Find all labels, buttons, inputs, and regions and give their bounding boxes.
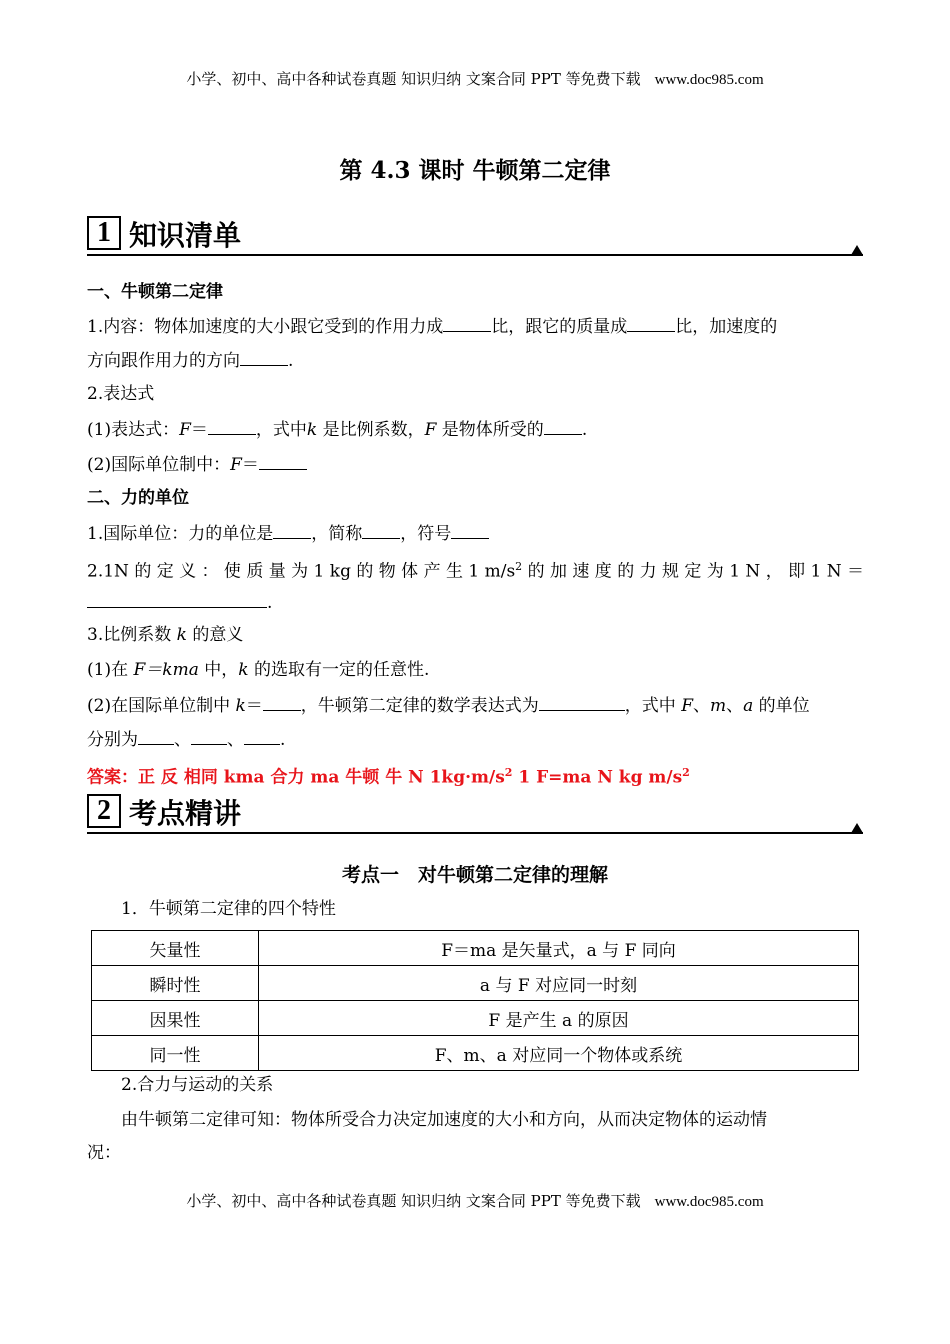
text: ，牛顿第二定律的数学表达式为 bbox=[300, 696, 539, 716]
text: 2.1N 的 定 义 ： 使 质 量 为 1 kg 的 物 体 产 生 1 m/s bbox=[87, 561, 516, 582]
text: 1.内容：物体加速度的大小跟它受到的作用力成 bbox=[87, 317, 444, 337]
section-number-badge: 1 bbox=[87, 216, 121, 250]
var-k: k bbox=[306, 420, 318, 440]
section-rule bbox=[87, 832, 863, 834]
text: ＝ bbox=[241, 455, 259, 475]
section-header-key-points bbox=[87, 792, 863, 834]
fill-blank[interactable] bbox=[87, 589, 267, 608]
table-cell: F、m、a 对应同一个物体或系统 bbox=[259, 1036, 859, 1071]
var-k: k bbox=[238, 660, 249, 680]
fill-blank[interactable] bbox=[362, 520, 400, 539]
text: ＝ bbox=[245, 696, 263, 716]
part2-heading: 二、力的单位 bbox=[87, 488, 189, 508]
text: 的意义 bbox=[186, 625, 244, 645]
superscript: 2 bbox=[515, 560, 523, 573]
table-row bbox=[92, 1001, 859, 1036]
text: 的选取有一定的任意性. bbox=[248, 660, 430, 680]
text: 中， bbox=[198, 660, 239, 680]
text: 1.国际单位：力的单位是 bbox=[87, 524, 274, 544]
answer-text: 1 F=ma N kg m/s bbox=[512, 767, 683, 788]
table-cell: 矢量性 bbox=[92, 931, 259, 966]
text: 比，加速度的 bbox=[675, 317, 778, 337]
expression-line-1 bbox=[87, 416, 587, 442]
text: ＝ bbox=[190, 420, 208, 440]
key-point-title: 考点一 对牛顿第二定律的理解 bbox=[341, 864, 608, 886]
table-cell: a 与 F 对应同一时刻 bbox=[259, 966, 859, 1001]
section-title: 知识清单 bbox=[129, 219, 242, 252]
fill-blank[interactable] bbox=[191, 726, 227, 745]
unit-line-1 bbox=[87, 520, 489, 546]
answer-line bbox=[87, 761, 690, 790]
key-point-paragraph-line1: 由牛顿第二定律可知：物体所受合力决定加速度的大小和方向，从而决定物体的运动情 bbox=[121, 1110, 767, 1130]
text: 是比例系数， bbox=[317, 420, 425, 440]
triangle-icon bbox=[851, 245, 863, 255]
fill-blank[interactable] bbox=[259, 451, 307, 470]
fill-blank[interactable] bbox=[443, 313, 491, 332]
text: ，简称 bbox=[311, 524, 363, 544]
text: (1)在 bbox=[87, 660, 134, 680]
table-cell: F＝ma 是矢量式，a 与 F 同向 bbox=[259, 931, 859, 966]
text: 方向跟作用力的方向 bbox=[87, 351, 240, 371]
text: 是物体所受的 bbox=[436, 420, 544, 440]
content-line-2 bbox=[87, 347, 293, 373]
var-F: F bbox=[424, 420, 437, 440]
page-title: 第 4.3 课时 牛顿第二定律 bbox=[339, 157, 611, 184]
text: 、 bbox=[174, 730, 191, 750]
section-rule bbox=[87, 254, 863, 256]
answer-text: 答案：正 反 相同 kma 合力 ma 牛顿 牛 N 1kg·m/s bbox=[87, 767, 505, 788]
page-footer bbox=[0, 1190, 950, 1211]
var-F: F bbox=[230, 455, 242, 475]
key-point-paragraph-line2: 况： bbox=[87, 1143, 121, 1163]
fill-blank[interactable] bbox=[244, 726, 280, 745]
expression-line-2 bbox=[87, 451, 307, 477]
fill-blank[interactable] bbox=[273, 520, 311, 539]
footer-text: 小学、初中、高中各种试卷真题 知识归纳 文案合同 PPT 等免费下载 bbox=[186, 1192, 641, 1210]
text: (2)在国际单位制中 bbox=[87, 696, 236, 716]
unit-line-3-3 bbox=[87, 726, 285, 752]
part1-heading: 一、牛顿第二定律 bbox=[87, 282, 223, 302]
table-row bbox=[92, 931, 859, 966]
table-row bbox=[92, 966, 859, 1001]
header-text: 小学、初中、高中各种试卷真题 知识归纳 文案合同 PPT 等免费下载 bbox=[186, 70, 641, 88]
fill-blank[interactable] bbox=[627, 313, 675, 332]
unit-line-3-2 bbox=[87, 692, 810, 718]
formula: F＝kma bbox=[133, 660, 199, 680]
var-F: F bbox=[681, 696, 693, 716]
unit-line-3 bbox=[87, 623, 243, 647]
text: ，符号 bbox=[400, 524, 452, 544]
fill-blank[interactable] bbox=[544, 416, 582, 435]
text: ，式中 bbox=[255, 420, 307, 440]
var-F: F bbox=[179, 420, 191, 440]
fill-blank[interactable] bbox=[208, 416, 256, 435]
section-header-knowledge bbox=[87, 214, 863, 256]
table-cell: F 是产生 a 的原因 bbox=[259, 1001, 859, 1036]
var-a: a bbox=[743, 696, 754, 716]
text: 、 bbox=[726, 696, 744, 716]
table-cell: 同一性 bbox=[92, 1036, 259, 1071]
properties-table bbox=[91, 930, 859, 1071]
table-row bbox=[92, 1036, 859, 1071]
key-point-sub1: 1．牛顿第二定律的四个特性 bbox=[121, 899, 336, 919]
content-line-1 bbox=[87, 313, 777, 339]
text: . bbox=[267, 593, 273, 613]
footer-url[interactable]: www.doc985.com bbox=[654, 1194, 764, 1210]
fill-blank[interactable] bbox=[539, 692, 625, 711]
superscript: 2 bbox=[504, 766, 513, 779]
key-point-sub2: 2.合力与运动的关系 bbox=[121, 1075, 274, 1095]
text: 比，跟它的质量成 bbox=[491, 317, 628, 337]
var-k: k bbox=[235, 696, 246, 716]
text: 3.比例系数 bbox=[87, 625, 177, 645]
page-header bbox=[0, 68, 950, 89]
section-title: 考点精讲 bbox=[129, 797, 242, 830]
text: 的单位 bbox=[753, 696, 810, 716]
var-k: k bbox=[176, 625, 187, 645]
text: 、 bbox=[693, 696, 710, 716]
table-cell: 因果性 bbox=[92, 1001, 259, 1036]
unit-line-2-cont bbox=[87, 589, 272, 615]
text: ，式中 bbox=[624, 696, 682, 716]
text: (2)国际单位制中： bbox=[87, 455, 231, 475]
text: (1)表达式： bbox=[87, 420, 180, 440]
table-cell: 瞬时性 bbox=[92, 966, 259, 1001]
text: 分别为 bbox=[87, 730, 138, 750]
text: . bbox=[280, 730, 286, 750]
unit-line-3-1 bbox=[87, 658, 429, 682]
fill-blank[interactable] bbox=[451, 520, 489, 539]
fill-blank[interactable] bbox=[263, 692, 301, 711]
triangle-icon bbox=[851, 823, 863, 833]
text: 的 加 速 度 的 力 规 定 为 1 N ， 即 1 N ＝ bbox=[522, 561, 865, 582]
superscript: 2 bbox=[682, 766, 690, 779]
expression-heading: 2.表达式 bbox=[87, 384, 155, 404]
section-number-badge: 2 bbox=[87, 794, 121, 828]
fill-blank[interactable] bbox=[240, 347, 288, 366]
text: . bbox=[581, 420, 588, 440]
text: . bbox=[288, 351, 294, 371]
var-m: m bbox=[710, 696, 727, 716]
unit-line-2 bbox=[87, 555, 863, 584]
fill-blank[interactable] bbox=[138, 726, 174, 745]
text: 、 bbox=[227, 730, 244, 750]
header-url[interactable]: www.doc985.com bbox=[654, 72, 764, 88]
